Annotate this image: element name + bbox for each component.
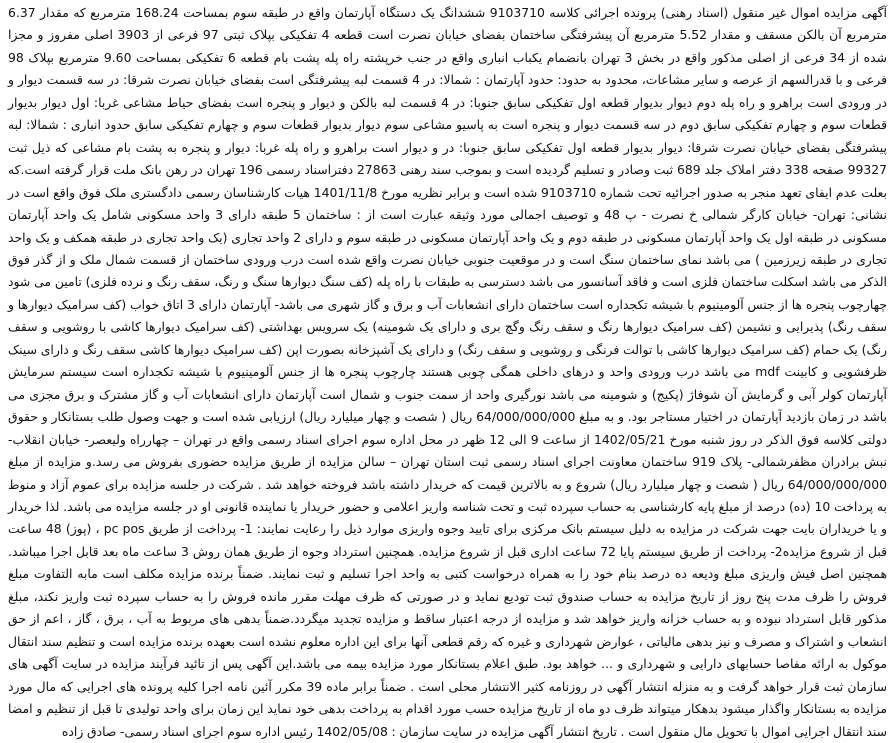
auction-notice-body: آگهی مزایده اموال غیر منقول (اسناد رهنی) پرونده اجرائی کلاسه 9103710 ششدانگ یک دستگاه آپارتمان واقع در طبقه سوم بمساحت 168.24 مترمربع که مقدار 6.37 مترمربع آن بالکن مسقف و مقدار 5.52 مترمربع آن پیشرفتگی ساختمان بفضای خیابان نصرت است قطعه 4 تفکیکی بپلاک ثبتی 97 فرعی از 3903 اصلی مفروز و مجزا شده از 34 فرعی از اصلی مذکور واقع در بخش 3 تهران بانضمام یکباب انباری واقع در جنب خرپشته راه پله پشت بام قطعه 6 تفکیکی بمساحت 9.60 مترمربع بپلاک 98 فرعی و با قدرالسهم از عرصه و سایر مشاعات، محدود به حدود: حدود آپارتمان : شمالا: در 4 قسمت لبه پیشرفتگی است بفضای خیابان نصرت شرقا: در سه قسمت دیوار و در ورودی است براهرو و راه پله دوم دیوار بدیوار قطعه اول تفکیکی سابق جنوبا: در 4 قسمت لبه بالکن و دیوار و پنجره است بفضای حیاط مشاعی غربا: اول دیوار بدیوار قطعات سوم و چهارم تفکیکی سابق دوم در سه قسمت دیوار و پنجره است به پاسیو مشاعی سوم دیوار بدیوار قطعات سوم و چهارم تفکیکی سابق حدود انباری : شمالا: لبه پیشرفتگی بفضای خیابان نصرت شرقا: دیوار بدیوار قطعه اول تفکیکی سابق جنوبا: در و دیوار است براهرو و راه پله غربا: دیوار و پنجره به پشت بام مشاعی که ذیل ثبت 99327 صفحه 338 دفتر املاک جلد 689 ثبت وصادر و تسلیم گردیده است و بموجب سند رهنی 27863 دفتراسناد رسمی 196 تهران در رهن بانک ملت قرار گرفته است.که بعلت عدم ایفای تعهد منجر به صدور اجرائیه تحت شماره 9103710 شده است و برابر نظریه مورخ 1401/11/8 هیات کارشناسان رسمی دادگستری ملک فوق واقع است در نشانی: تهران- خیابان کارگر شمالی خ نصرت - پ 48 و توصیف اجمالی مورد وثیقه عبارت است از : ساختمان 5 طبقه دارای 3 واحد مسکونی شامل یک واحد آپارتمان مسکونی در طبقه اول یک واحد آپارتمان مسکونی در طبقه دوم و یک واحد آپارتمان مسکونی در طبقه سوم و دارای 2 واحد تجاری (یک واحد تجاری در طبقه همکف و یک واحد تجاری در طبقه زیرزمین ) می باشد نمای ساختمان سنگ است و در موقعیت جنوبی خیابان نصرت واقع شده است درب ورودی ساختمان از قسمت شمال ملک و از گذر فوق الذکر می باشد اسکلت ساختمان فلزی است و فاقد آسانسور می باشد دسترسی به طبقات با راه پله (کف سنگ دیوارها سنگ و رنگ، سقف رنگ و نرده فلزی) تامین می شود چهارچوب پنجره ها از جنس آلومینیوم با شیشه تکجداره است ساختمان دارای انشعابات آب و برق و گاز شهری می باشد- آپارتمان دارای 3 اتاق خواب (کف سرامیک دیوارها و سقف رنگ) پذیرایی و نشیمن (کف سرامیک دیوارها رنگ و سقف رنگ وگچ بری و دارای یک شومینه) یک سرویس بهداشتی (کف سرامیک دیوارها کاشی با روشویی و سقف رنگ) یک حمام (کف سرامیک دیوارها کاشی با توالت فرنگی و روشویی و سقف رنگ) و دارای یک آشپزخانه بصورت اپن (کف سرامیک دیوارها کاشی سقف رنگ و دارای سینک ظرفشویی و کابینت mdf می باشد درب ورودی واحد و درهای داخلی همگی چوبی هستند چارچوب پنجره ها از جنس آلومینیوم با شیشه تکجداره است سیستم سرمایش آپارتمان کولر آبی و گرمایش آن شوفاژ (پکیج) و شومینه می باشد نورگیری واحد از سمت جنوب و شمال است آپارتمان دارای انشعابات آب و گاز مشترک و برق مجزی می باشد در زمان بازدید آپارتمان در اختیار مستاجر بود. و به مبلغ 64/000/000/000 ریال ( شصت و چهار میلیارد ریال) ارزیابی شده است و جهت وصول طلب بستانکار و حقوق دولتی کلاسه فوق الذکر در روز شنبه مورخ 1402/05/21 از ساعت 9 الی 12 ظهر در محل اداره سوم اجرای اسناد رسمی واقع در تهران – چهارراه ولیعصر- خیابان انقلاب- نبش برادران مظفرشمالی- پلاک 919 ساختمان معاونت اجرای اسناد رسمی ثبت استان تهران – سالن مزایده از طریق مزایده حضوری بفروش می رسد.و مزایده از مبلغ 64/000/000/000 ریال ( شصت و چهار میلیارد ریال) شروع و به بالاترین قیمت که خریدار داشته باشد فروخته خواهد شد . شرکت در جلسه مزایده برای عموم آزاد و منوط به پرداخت 10 (ده) درصد از مبلغ پایه کارشناسی به حساب سپرده ثبت و تحت شناسه واریز اعلامی و حضور خریدار یا نماینده قانونی او در جلسه مزایده می باشد. لذا خریدار و یا خریداران بایت جهت شرکت در مزایده به دلیل سیستم بانک مرکزی برای تایید وجوه واریزی موارد ذیل را رعایت نمایند: 1- پرداخت از طریق pc pos ، (پوز) 48 ساعت قبل از شروع مزایده2- پرداخت از طریق سیستم پایا 72 ساعت اداری قبل از شروع مزایده. همچنین استرداد وجوه از طریق همان روش 3 ساعت ماه بعد قابل اجرا میباشد. همچنین اصل فیش واریزی مبلغ ودیعه ده درصد بنام خود را به همراه درخواست کتبی به واحد اجرا تسلیم و ثبت نمایند. ضمناً برنده مزایده مکلف است مابه التفاوت مبلغ فروش را ظرف مدت پنج روز از تاریخ مزایده به حساب صندوق ثبت تودیع نماید و در صورتی که ظرف مهلت مقرر مانده فروش را به حساب سپرده ثبت واریز نکند، مبلغ مذکور قابل استرداد نبوده و به حساب خزانه واریز خواهد شد و مزایده از درجه اعتبار ساقط و مزایده تجدید میگردد.ضمناً بدهی های مربوط به آب ، برق ، گاز ، اعم از حق انشعاب و اشتراک و مصرف و نیز بدهی مالیاتی ، عوارض شهرداری و غیره که رقم قطعی آنها برای این اداره معلوم نشده است بعهده برنده مزایده است و تنظیم سند انتقال موکول به ارائه مفاصا حسابهای دارایی و شهرداری و ... خواهد بود. طبق اعلام بستانکار مورد مزایده بیمه می باشد.این آگهی پس از تائید فرآیند مزایده در سایت آگهی های سازمان ثبت قرار خواهد گرفت و به منزله انتشار آگهی در روزنامه کثیر الانتشار محلی است . ضمناً برابر ماده 39 مکرر آئین نامه اجرا کلیه پرونده های اجرایی که مال مورد مزایده به بستانکار واگذار میشود بدهکار میتواند ظرف دو ماه از تاریخ مزایده حسب مورد اقدام به پرداخت بدهی خود نماید این زمان برای واحد تولیدی تا قبل از تنظیم و امضا سند انتقال اجرایی اموال با تحویل مال منقول است . تاریخ انتشار آگهی مزایده در سایت سازمان : 1402/05/08 رئیس اداره سوم اجرای اسناد رسمی- صادق زاده [8, 5, 888, 739]
